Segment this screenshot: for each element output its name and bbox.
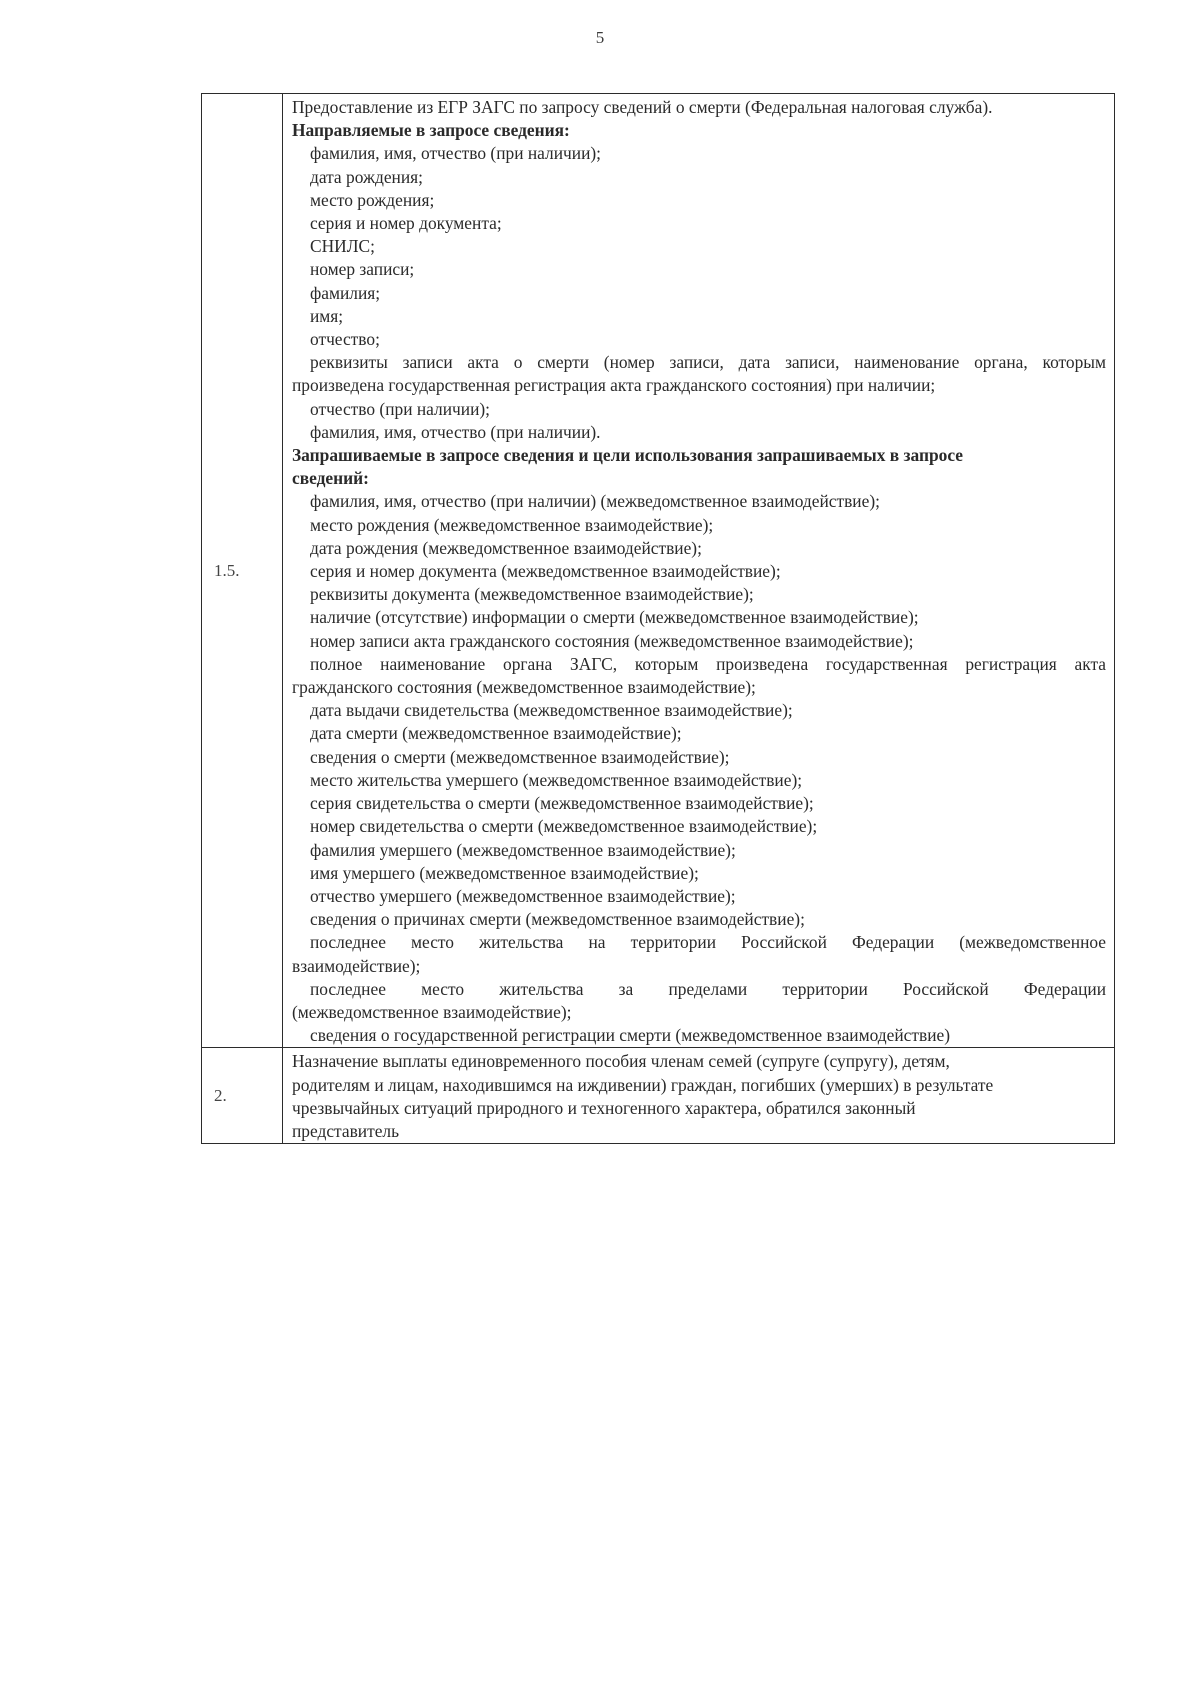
list-item: имя; [310, 305, 344, 326]
service-text-line: чрезвычайных ситуаций природного и техногенного характера, обратился законный [292, 1097, 916, 1118]
list-item: фамилия, имя, отчество (при наличии) (межведомственное взаимодействие); [310, 491, 880, 512]
list-item: реквизиты документа (межведомственное взаимодействие); [310, 584, 754, 605]
list-item: фамилия, имя, отчество (при наличии). [310, 421, 601, 442]
list-item: фамилия; [310, 282, 381, 303]
service-text-line: Назначение выплаты единовременного пособия членам семей (супруге (супругу), детям, [292, 1051, 950, 1072]
list-item: серия свидетельства о смерти (межведомственное взаимодействие); [310, 793, 814, 814]
service-text-line: представитель [292, 1120, 400, 1141]
list-item: отчество; [310, 329, 380, 350]
list-item: дата рождения; [310, 166, 423, 187]
list-item: дата выдачи свидетельства (межведомственное взаимодействие); [310, 700, 793, 721]
list-item: имя умершего (межведомственное взаимодействие); [310, 862, 699, 883]
list-item-continuation: произведена государственная регистрация акта гражданского состояния) при наличии; [292, 375, 936, 396]
services-table [201, 93, 1115, 1144]
row-content [283, 94, 1115, 1048]
list-item: место жительства умершего (межведомственное взаимодействие); [310, 769, 803, 790]
row-content [283, 1048, 1115, 1144]
row-number: 1.5. [202, 94, 283, 1048]
list-item: серия и номер документа (межведомственное взаимодействие); [310, 561, 781, 582]
list-item: реквизиты записи акта о смерти (номер записи, дата записи, наименование органа, которым [310, 352, 1106, 373]
table-row [202, 1048, 1115, 1144]
list-item: последнее место жительства на территории Российской Федерации (межведомственное [310, 932, 1106, 953]
page-number: 5 [595, 28, 605, 47]
list-item-continuation: гражданского состояния (межведомственное взаимодействие); [292, 677, 756, 698]
table-row [202, 94, 1115, 1048]
row-number: 2. [202, 1048, 283, 1144]
list-item: серия и номер документа; [310, 213, 502, 234]
service-text-line: родителям и лицам, находившимся на иждивении) граждан, погибших (умерших) в результате [292, 1074, 994, 1095]
list-item: место рождения (межведомственное взаимодействие); [310, 514, 714, 535]
list-item: СНИЛС; [310, 236, 375, 257]
list-item: дата смерти (межведомственное взаимодействие); [310, 723, 682, 744]
list-item: номер записи; [310, 259, 415, 280]
list-item: фамилия, имя, отчество (при наличии); [310, 143, 601, 164]
list-item: отчество (при наличии); [310, 398, 491, 419]
sent-heading: Направляемые в запросе сведения: [292, 120, 570, 141]
list-item: место рождения; [310, 189, 435, 210]
list-item: сведения о причинах смерти (межведомственное взаимодействие); [310, 909, 805, 930]
list-item: полное наименование органа ЗАГС, которым произведена государственная регистрация акта [310, 653, 1106, 674]
requested-heading: Запрашиваемые в запросе сведения и цели использования запрашиваемых в запросе [292, 445, 964, 466]
requested-heading-continuation: сведений: [292, 468, 369, 489]
list-item: фамилия умершего (межведомственное взаимодействие); [310, 839, 736, 860]
list-item: наличие (отсутствие) информации о смерти (межведомственное взаимодействие); [310, 607, 919, 628]
list-item: отчество умершего (межведомственное взаимодействие); [310, 885, 736, 906]
list-item: последнее место жительства за пределами территории Российской Федерации [310, 978, 1106, 999]
list-item: сведения о государственной регистрации смерти (межведомственное взаимодействие) [310, 1025, 951, 1046]
list-item: дата рождения (межведомственное взаимодействие); [310, 537, 702, 558]
list-item: сведения о смерти (межведомственное взаимодействие); [310, 746, 730, 767]
list-item-continuation: (межведомственное взаимодействие); [292, 1001, 572, 1022]
list-item: номер записи акта гражданского состояния (межведомственное взаимодействие); [310, 630, 914, 651]
list-item: номер свидетельства о смерти (межведомственное взаимодействие); [310, 816, 818, 837]
list-item-continuation: взаимодействие); [292, 955, 421, 976]
service-title: Предоставление из ЕГР ЗАГС по запросу сведений о смерти (Федеральная налоговая служба). [292, 97, 993, 117]
